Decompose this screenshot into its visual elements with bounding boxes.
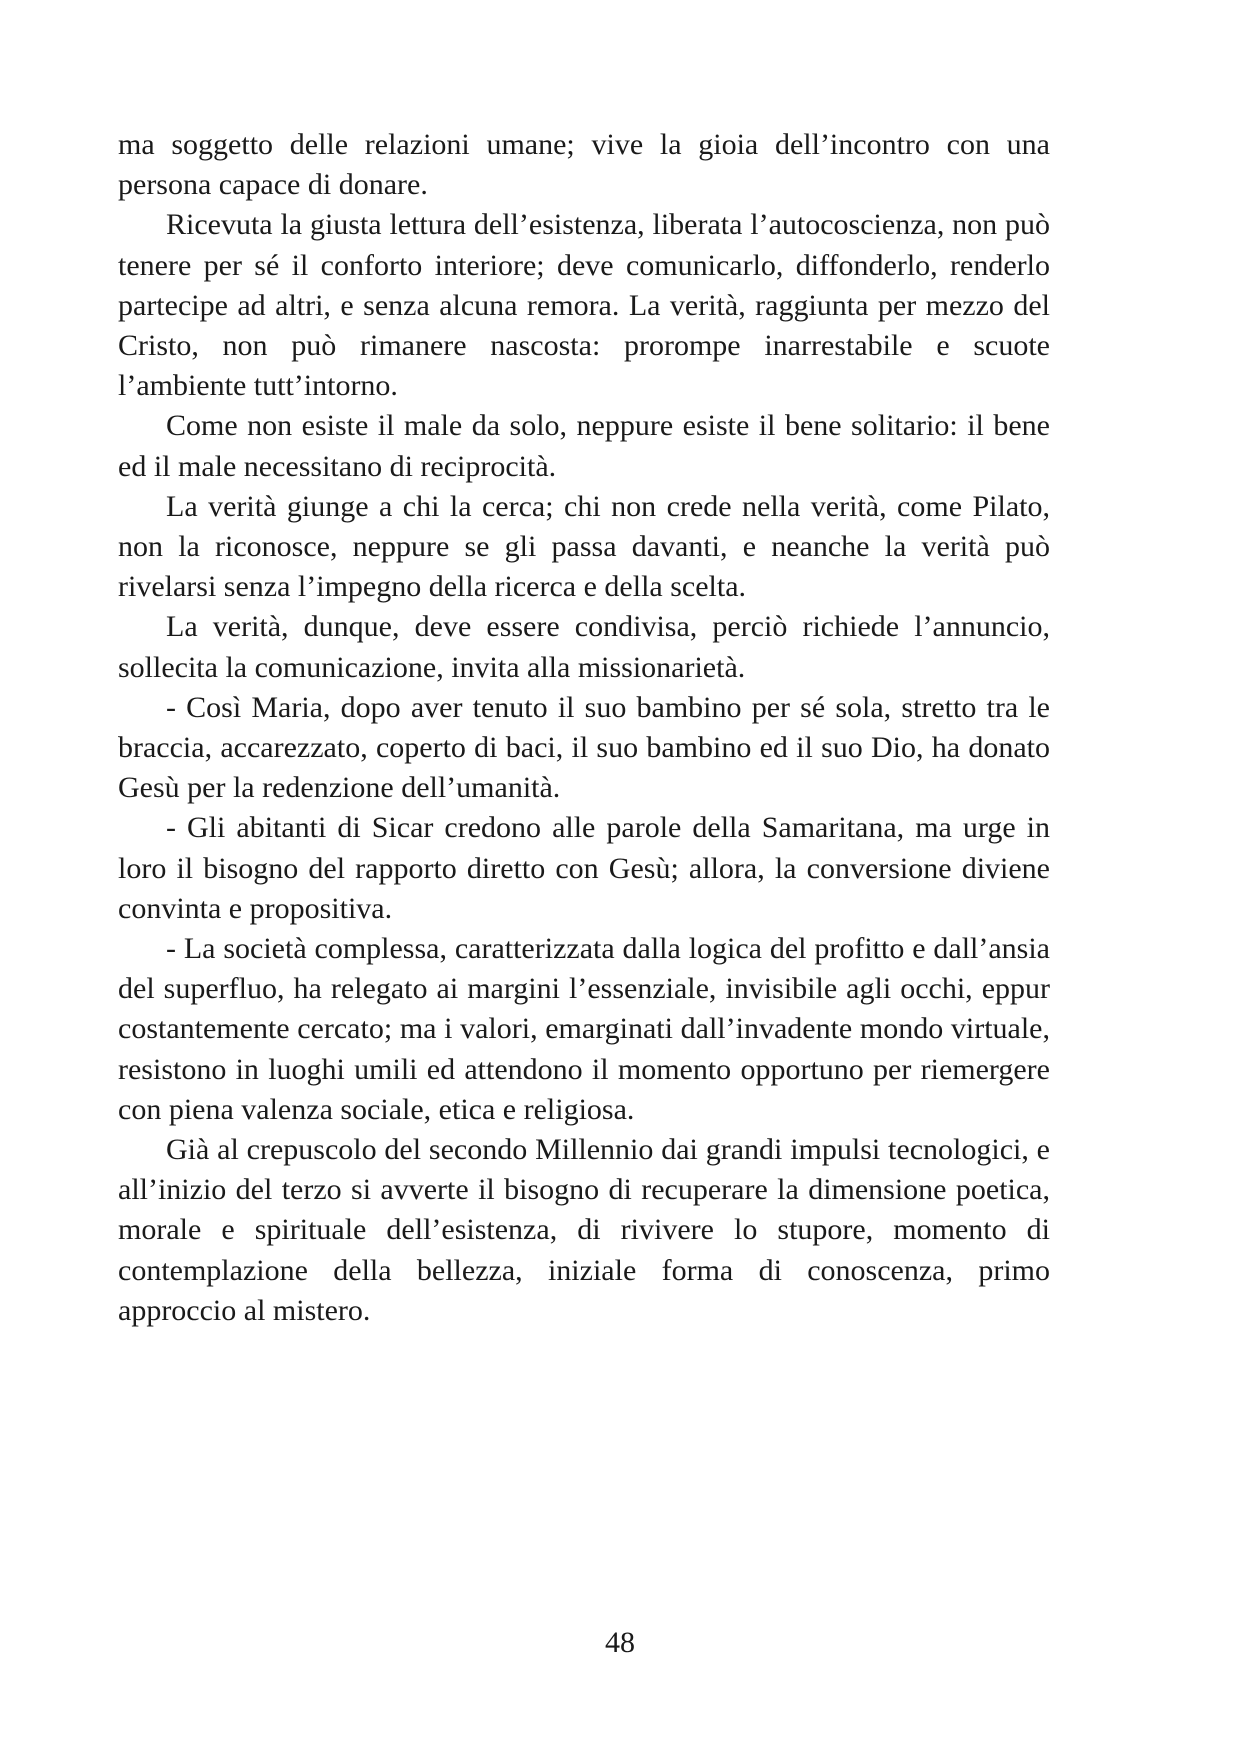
paragraph: Come non esiste il male da solo, neppure esiste il bene solitario: il bene ed il male necessitano di reciprocità. <box>118 409 1050 483</box>
paragraph: La verità giunge a chi la cerca; chi non crede nella verità, come Pilato, non la riconosce, neppure se gli passa davanti, e neanche la verità può rivelarsi senza l’impegno della ricerca e della scelta. <box>118 489 1050 604</box>
paragraph-continuation: ma soggetto delle relazioni umane; vive la gioia dell’incontro con una persona capace di donare. <box>118 128 1050 202</box>
page-number: 48 <box>605 1626 635 1659</box>
paragraph: La verità, dunque, deve essere condivisa, perciò richiede l’annuncio, sollecita la comunicazione, invita alla missionarietà. <box>118 610 1050 684</box>
list-paragraph: - Così Maria, dopo aver tenuto il suo bambino per sé sola, stretto tra le braccia, accarezzato, coperto di baci, il suo bambino ed il suo Dio, ha donato Gesù per la redenzione dell’umanità. <box>118 690 1050 805</box>
list-paragraph: - La società complessa, caratterizzata dalla logica del profitto e dall’ansia del superfluo, ha relegato ai margini l’essenziale, invisibile agli occhi, eppur costantemente cercato; ma i valori, emarginati dall’invadente mondo virtuale, resistono in luoghi umili ed attendono il momento opportuno per riemergere con piena valenza sociale, etica e religiosa. <box>118 932 1050 1126</box>
paragraph: Già al crepuscolo del secondo Millennio dai grandi impulsi tecnologici, e all’inizio del terzo si avverte il bisogno di recuperare la dimensione poetica, morale e spirituale dell’esistenza, di rivivere lo stupore, momento di contemplazione della bellezza, iniziale forma di conoscenza, primo approccio al mistero. <box>118 1133 1050 1327</box>
body-text <box>118 125 1050 1331</box>
list-paragraph: - Gli abitanti di Sicar credono alle parole della Samaritana, ma urge in loro il bisogno del rapporto diretto con Gesù; allora, la conversione diviene convinta e propositiva. <box>118 811 1050 925</box>
paragraph: Ricevuta la giusta lettura dell’esistenza, liberata l’autocoscienza, non può tenere per sé il conforto interiore; deve comunicarlo, diffonderlo, renderlo partecipe ad altri, e senza alcuna remora. La verità, raggiunta per mezzo del Cristo, non può rimanere nascosta: prorompe inarrestabile e scuote l’ambiente tutt’intorno. <box>118 208 1050 403</box>
